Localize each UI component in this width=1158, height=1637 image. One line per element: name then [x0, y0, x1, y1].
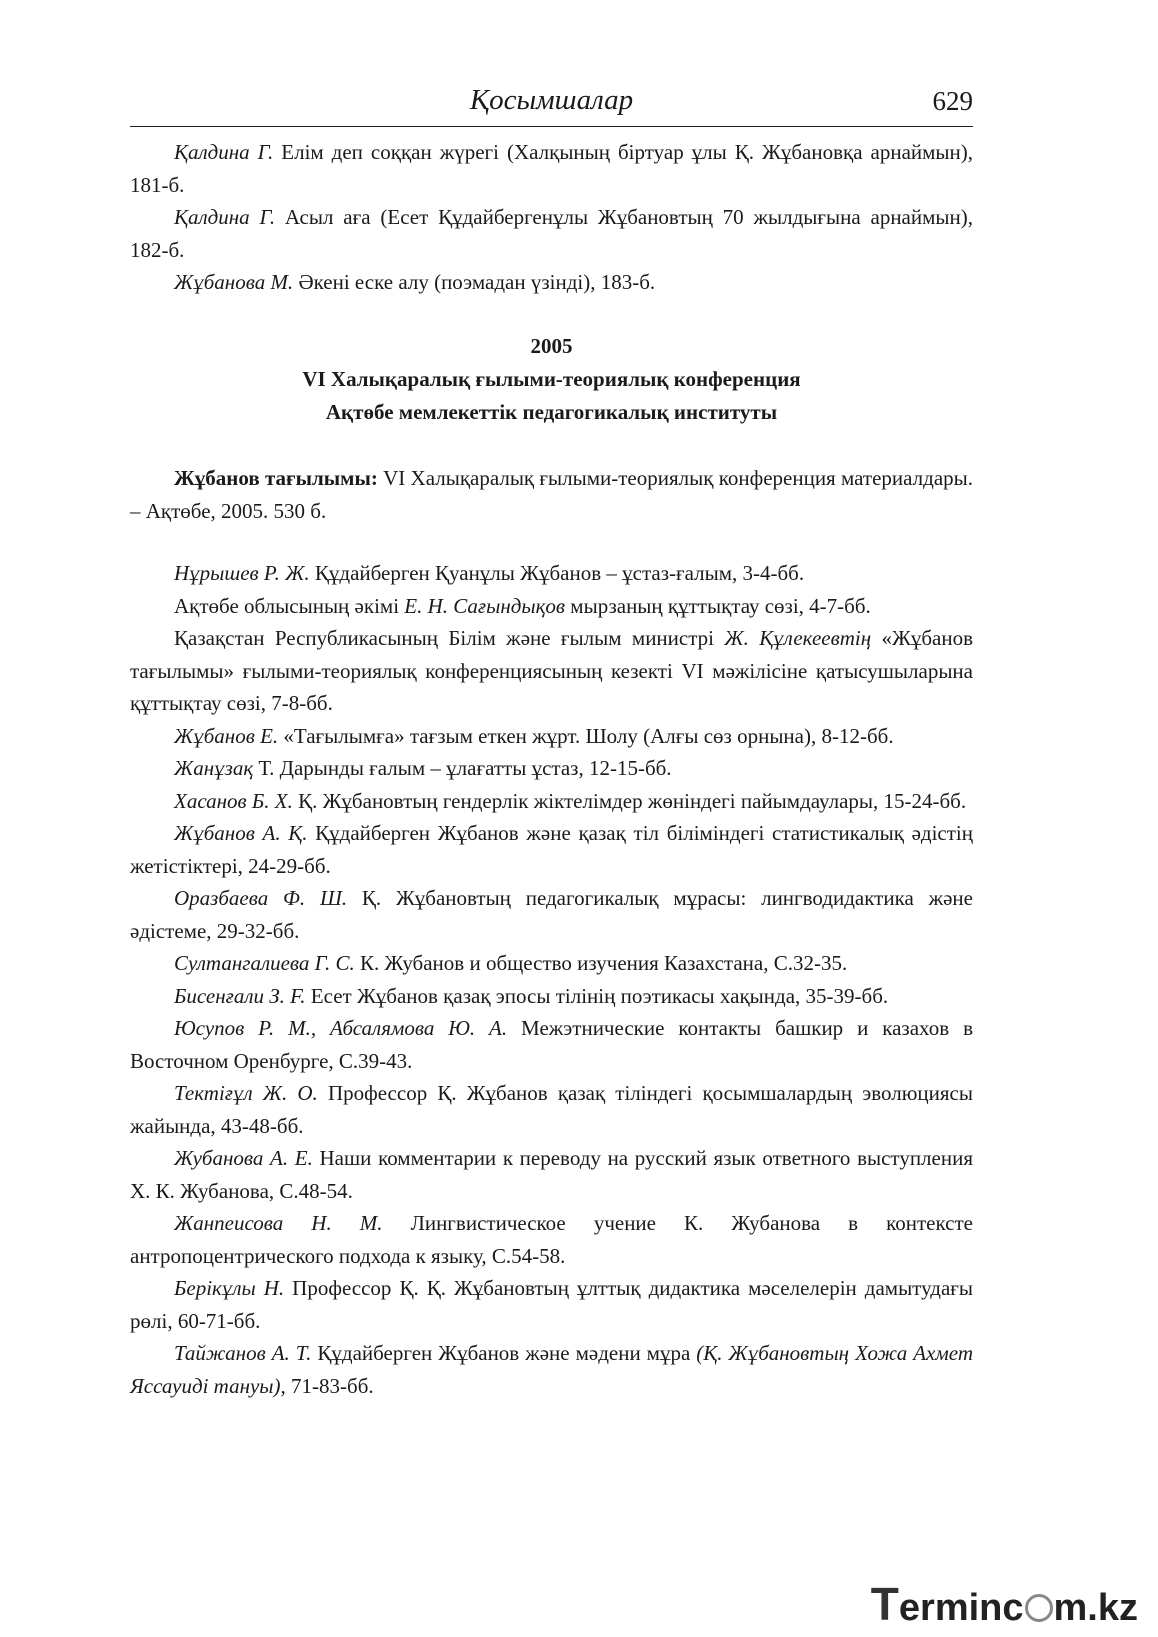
- bib-entry: Султангалиева Г. С. К. Жубанов и общество изучения Казахстана, С.32-35.: [174, 951, 848, 975]
- running-title: Қосымшалар: [469, 84, 634, 116]
- bib-entry: Жұбанов А. Қ. Құдайберген Жұбанов және қазақ тіл біліміндегі статистикалық әдістің жетістіктері, 24-29-бб.: [130, 821, 973, 878]
- bib-entry: Берікұлы Н. Профессор Қ. Қ. Жұбановтың ұлттық дидактика мәселелерін дамытудағы рөлі, 60-71-бб.: [130, 1276, 973, 1333]
- bib-entry: Жанпеисова Н. М. Лингвистическое учение К. Жубанова в контексте антропоцентрического подхода к языку, С.54-58.: [130, 1211, 973, 1268]
- top-entries: [130, 136, 973, 299]
- entries-list: [130, 557, 973, 1402]
- bib-entry: [130, 136, 973, 201]
- page-number: 629: [932, 86, 973, 116]
- bib-entry: Юсупов Р. М., Абсалямова Ю. А. Межэтнические контакты башкир и казахов в Восточном Оренбурге, С.39-43.: [130, 1016, 973, 1073]
- bib-entry: [130, 201, 973, 266]
- collection-text: VI Халықаралық ғылыми-теориялық конференция материалдары. – Ақтөбе, 2005. 530 б.: [130, 466, 974, 523]
- page-header: [130, 80, 973, 127]
- section-heading: [130, 330, 973, 429]
- bib-entry: [130, 266, 973, 299]
- bib-entry: Тайжанов А. Т. Құдайберген Жұбанов және мәдени мұра (Қ. Жұбановтың Хожа Ахмет Яссауиді тануы), 71-83-бб.: [130, 1341, 973, 1398]
- bib-entry: Ақтөбе облысының әкімі Е. Н. Сағындықов мырзаның құттықтау сөзі, 4-7-бб.: [174, 593, 871, 618]
- bib-entry: Бисенғали З. F. Есет Жұбанов қазақ эпосы тілінің поэтикасы хақында, 35-39-бб.: [174, 983, 889, 1008]
- entry-author: Қалдина Г.: [174, 140, 274, 164]
- entry-text: Әкені еске алу (поэмадан үзінді), 183-б.: [293, 270, 656, 294]
- bib-entry: Жұбанов Е. «Тағылымға» тағзым еткен жұрт. Шолу (Алғы сөз орнына), 8-12-бб.: [174, 723, 894, 748]
- bib-entry: Жанұзақ Т. Дарынды ғалым – ұлағатты ұстаз, 12-15-бб.: [174, 756, 672, 780]
- magnifier-icon: [1025, 1594, 1053, 1622]
- bib-entry: Қазақстан Республикасының Білім және ғылым министрі Ж. Құлекеевтің «Жұбанов тағылымы» ғылыми-теориялық конференциясының кезекті VI мәжілісіне қатысушыларына құттықтау сөзі, 7-8-бб.: [130, 626, 973, 715]
- collection-entry: [130, 462, 973, 527]
- collection-title: Жұбанов тағылымы:: [174, 466, 378, 490]
- section-year: 2005: [530, 334, 573, 358]
- bib-entry: Оразбаева Ф. Ш. Қ. Жұбановтың педагогикалық мұрасы: лингводидактика және әдістеме, 29-32-бб.: [130, 886, 973, 943]
- bib-entry: Жубанова А. Е. Наши комментарии к переводу на русский язык ответного выступления Х. К. Жубанова, С.48-54.: [130, 1146, 973, 1203]
- entry-author: Қалдина Г.: [174, 205, 276, 229]
- entry-author: Жұбанова М.: [174, 270, 294, 294]
- bib-entry: Тектіғұл Ж. О. Профессор Қ. Жұбанов қазақ тіліндегі қосымшалардың эволюциясы жайында, 43-48-бб.: [130, 1081, 973, 1138]
- bib-entry: Нұрышев Р. Ж. Құдайберген Қуанұлы Жұбанов – ұстаз-ғалым, 3-4-бб.: [174, 561, 805, 585]
- entry-text: Елім деп соққан жүрегі (Халқының біртуар ұлы Қ. Жұбановқа арнаймын), 181-б.: [130, 140, 974, 197]
- entry-text: Асыл аға (Есет Құдайбергенұлы Жұбановтың 70 жылдығына арнаймын), 182-б.: [130, 205, 973, 262]
- watermark-logo: Terminc m.kz: [870, 1578, 1138, 1630]
- section-institution: Ақтөбе мемлекеттік педагогикалық институты: [325, 400, 778, 424]
- section-conference: VI Халықаралық ғылыми-теориялық конференция: [302, 367, 801, 391]
- bib-entry: Хасанов Б. Х. Қ. Жұбановтың гендерлік жіктелімдер жөніндегі пайымдаулары, 15-24-бб.: [174, 788, 967, 813]
